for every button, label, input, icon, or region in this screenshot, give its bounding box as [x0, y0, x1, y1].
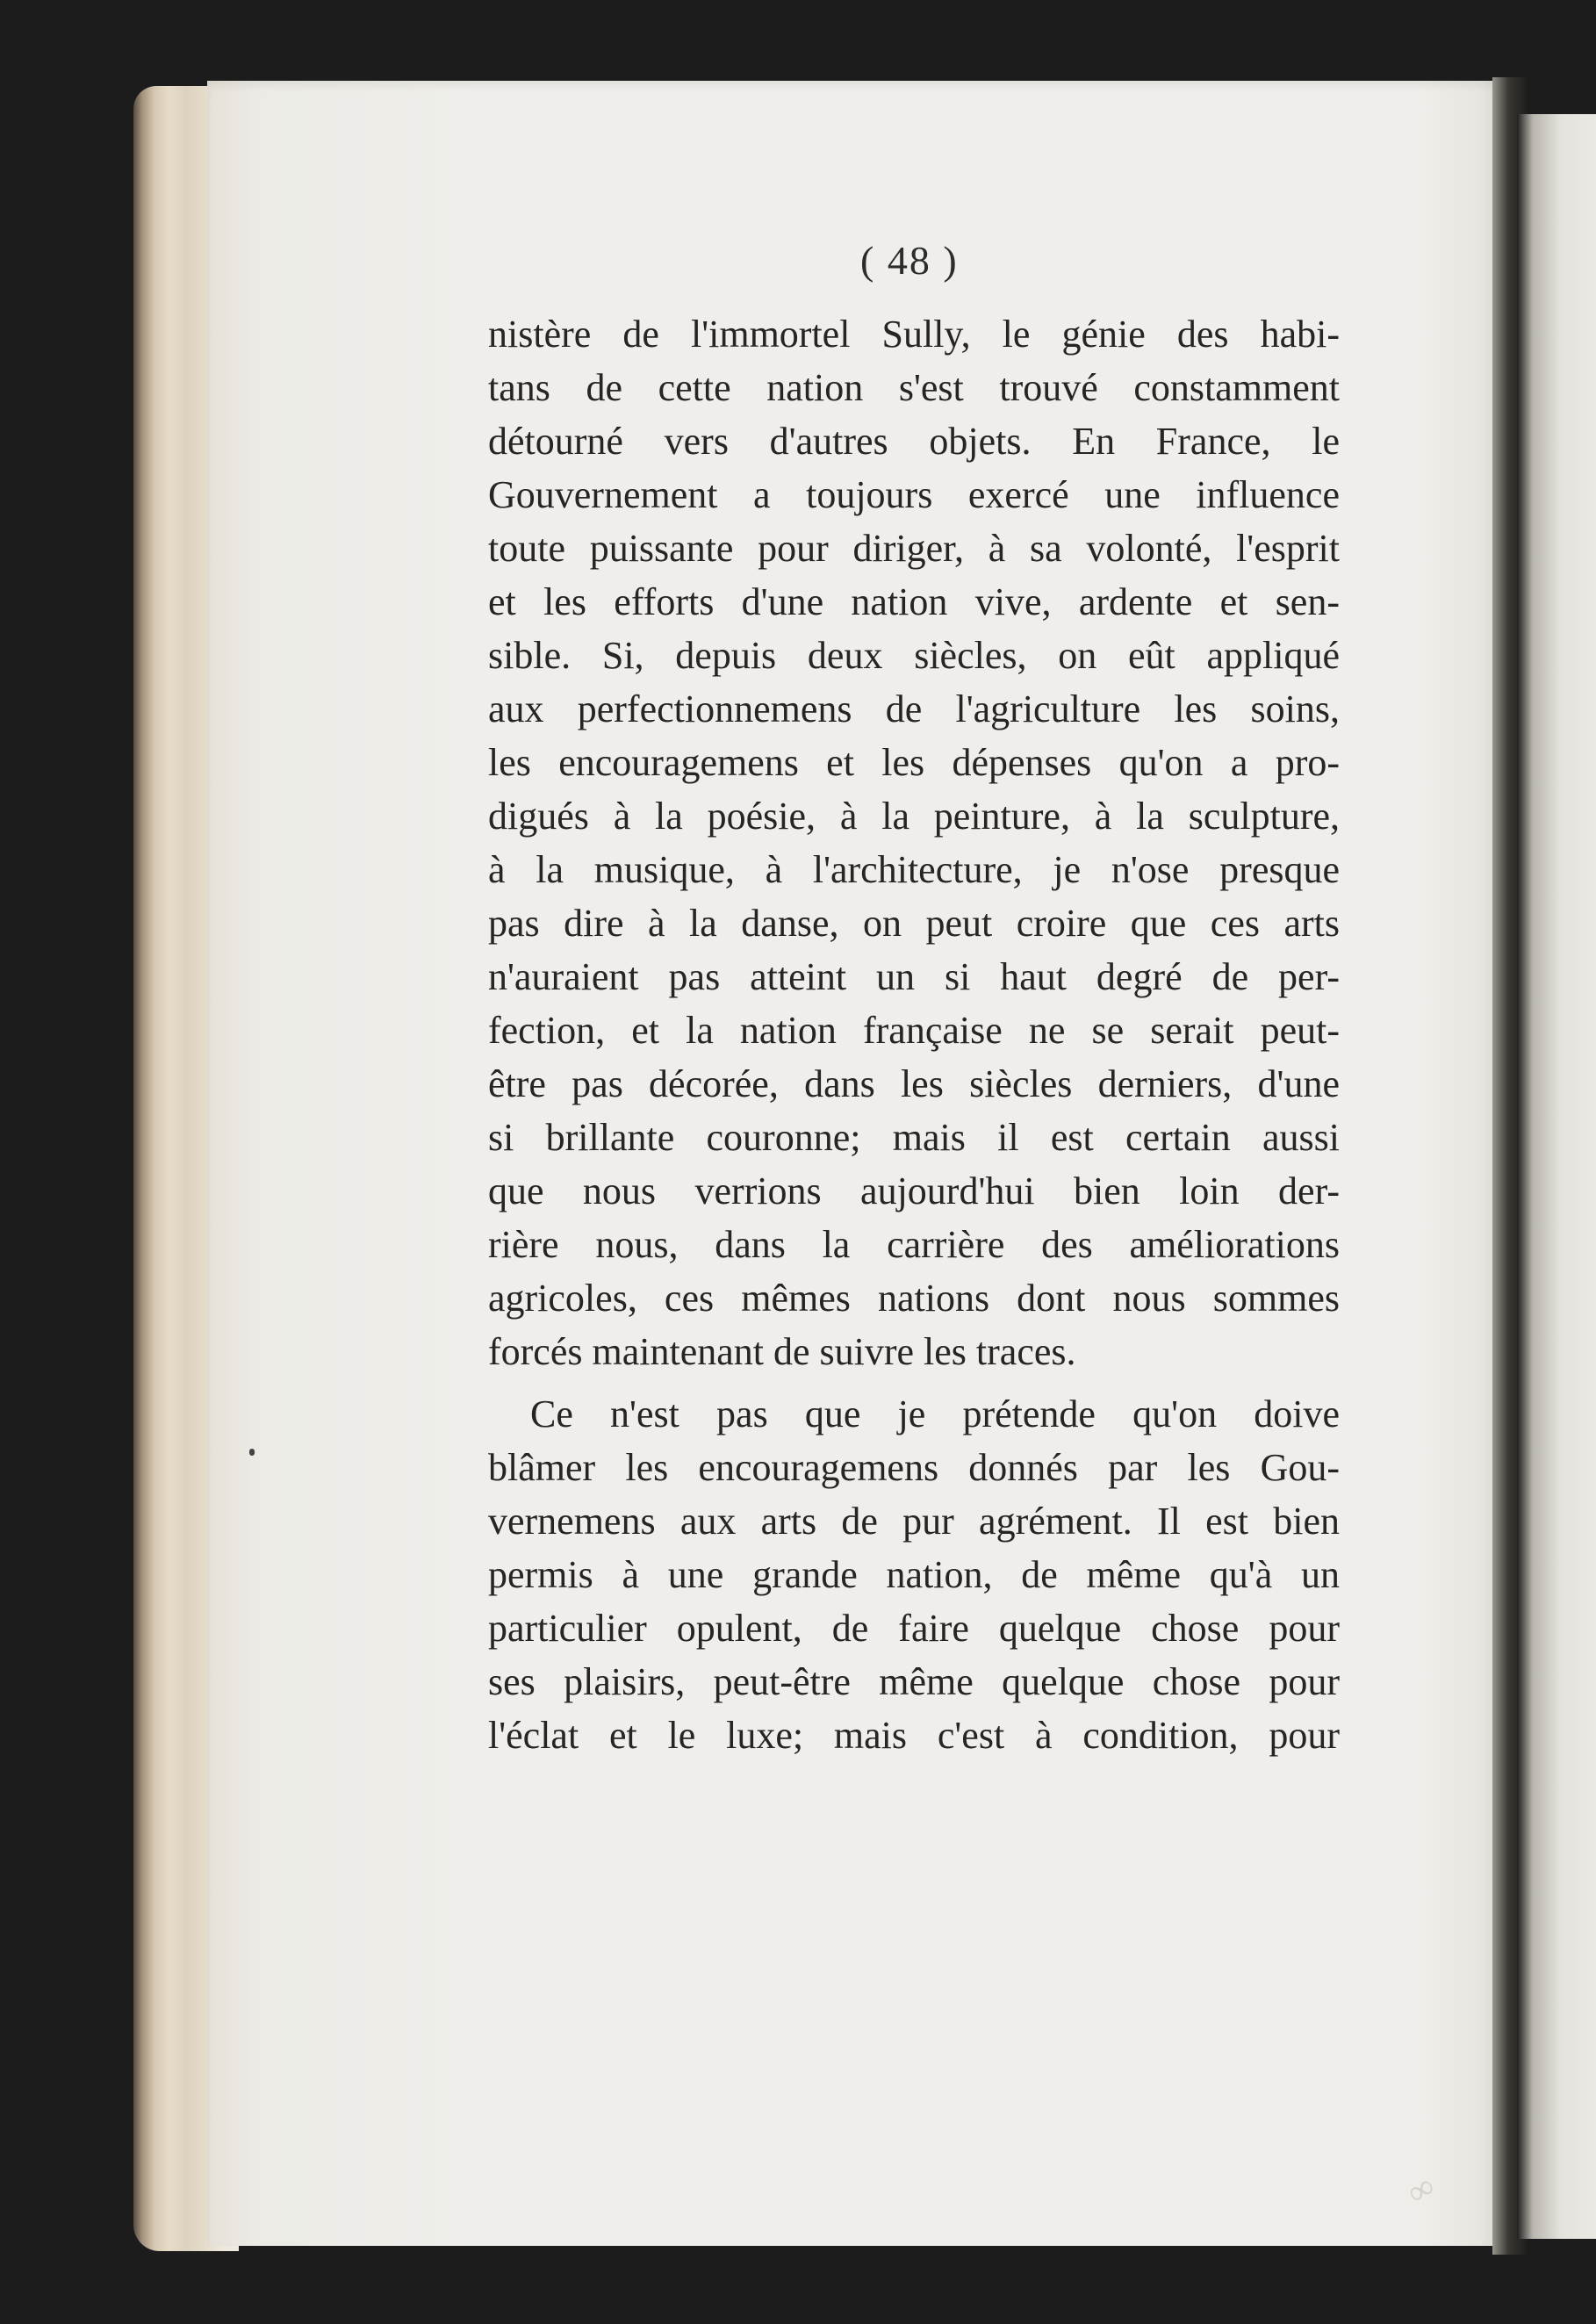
text-line: à la musique, à l'architecture, je n'ose presque: [488, 848, 1340, 891]
text-line: particulier opulent, de faire quelque chose pour: [488, 1607, 1340, 1650]
text-line: vernemens aux arts de pur agrément. Il est bien: [488, 1500, 1340, 1543]
text-line: rière nous, dans la carrière des améliorations: [488, 1223, 1340, 1266]
text-line: digués à la poésie, à la peinture, à la sculpture,: [488, 795, 1340, 838]
text-line: blâmer les encouragemens donnés par les Gou-: [488, 1446, 1340, 1489]
text-line: tans de cette nation s'est trouvé constamment: [488, 366, 1340, 409]
text-line: ses plaisirs, peut-être même quelque chose pour: [488, 1660, 1340, 1703]
text-line: si brillante couronne; mais il est certain aussi: [488, 1116, 1340, 1159]
text-line: pas dire à la danse, on peut croire que ces arts: [488, 902, 1340, 945]
text-line: et les efforts d'une nation vive, ardente et sen-: [488, 580, 1340, 623]
faint-stamp-mark: ∞: [1399, 2165, 1441, 2213]
text-line: l'éclat et le luxe; mais c'est à condition, pour: [488, 1714, 1340, 1757]
facing-page-edge: [1517, 114, 1596, 2239]
text-line: agricoles, ces mêmes nations dont nous sommes: [488, 1277, 1340, 1320]
body-text: [488, 307, 1340, 1762]
text-line: aux perfectionnemens de l'agriculture les soins,: [488, 687, 1340, 730]
ink-speck: [249, 1449, 255, 1456]
text-line: les encouragemens et les dépenses qu'on a pro-: [488, 741, 1340, 784]
text-line: nistère de l'immortel Sully, le génie des habi-: [488, 313, 1340, 356]
paragraph-1: [488, 307, 1340, 1378]
text-line: que nous verrions aujourd'hui bien loin der-: [488, 1169, 1340, 1212]
text-line: forcés maintenant de suivre les traces.: [488, 1330, 1076, 1373]
paragraph-2: [488, 1387, 1340, 1762]
text-line: détourné vers d'autres objets. En France, le: [488, 420, 1340, 463]
text-line: fection, et la nation française ne se serait peut-: [488, 1009, 1340, 1052]
paragraph-gap: [488, 1378, 1340, 1387]
page-number: ( 48 ): [860, 238, 959, 283]
text-line: n'auraient pas atteint un si haut degré de per-: [488, 955, 1340, 998]
text-line: toute puissante pour diriger, à sa volonté, l'esprit: [488, 527, 1340, 570]
text-line: sible. Si, depuis deux siècles, on eût appliqué: [488, 634, 1340, 677]
text-line: Ce n'est pas que je prétende qu'on doive: [530, 1392, 1340, 1435]
text-line: Gouvernement a toujours exercé une influence: [488, 473, 1340, 516]
text-line: permis à une grande nation, de même qu'à un: [488, 1553, 1340, 1596]
text-line: être pas décorée, dans les siècles derniers, d'une: [488, 1062, 1340, 1105]
